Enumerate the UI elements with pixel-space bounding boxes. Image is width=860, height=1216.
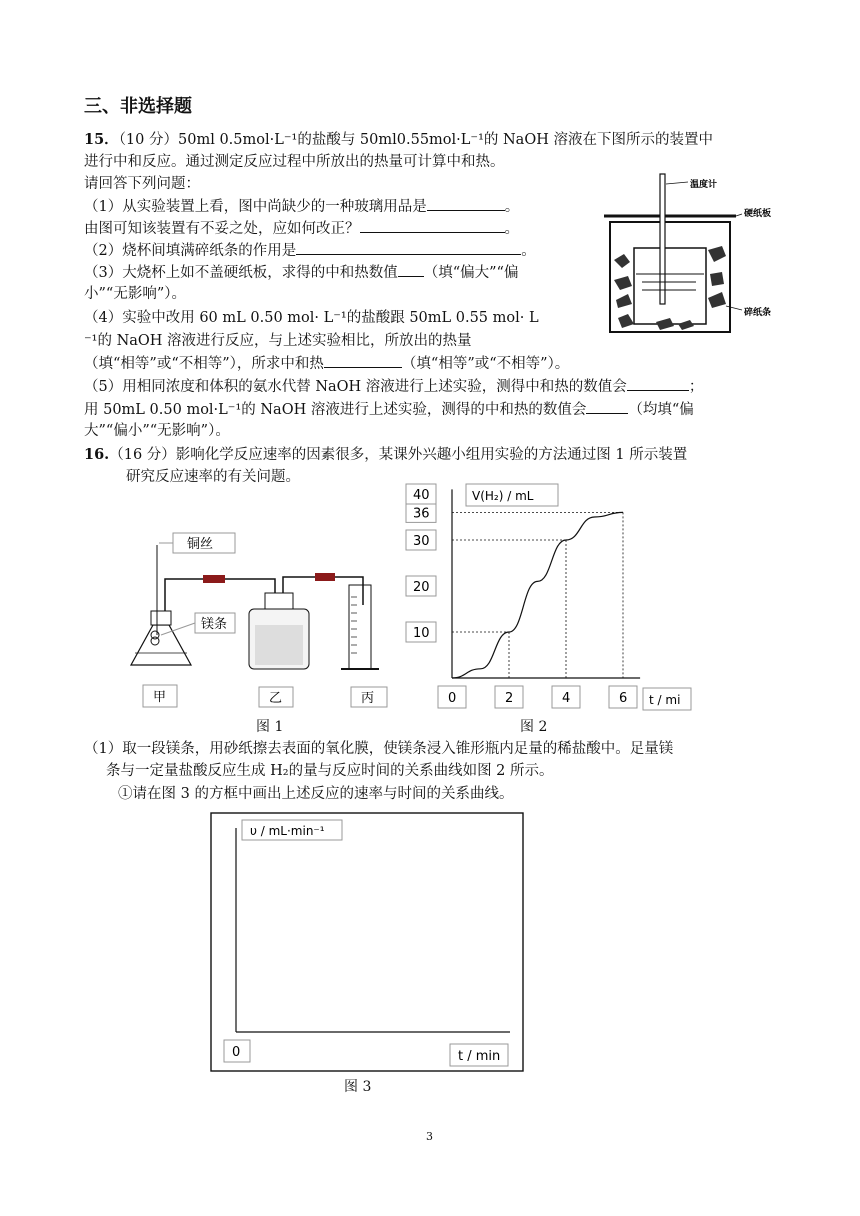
answer-blank[interactable]	[627, 376, 689, 391]
x-tick-label: 6	[619, 691, 628, 706]
figure-1-apparatus	[125, 525, 395, 715]
q15-line-13	[84, 399, 694, 420]
q15-line-11	[84, 353, 569, 374]
bottle-label-yi: 乙	[269, 691, 283, 706]
answer-blank[interactable]	[427, 196, 505, 211]
x-tick-label: 0	[448, 691, 457, 706]
fig3-ylabel: υ / mL·min⁻¹	[250, 824, 325, 838]
q15-text-12a: （5）用相同浓度和体积的氨水代替 NaOH 溶液进行上述实验，测得中和热的数值会	[84, 379, 627, 395]
answer-blank[interactable]	[398, 262, 424, 277]
q15-line-10: ⁻¹的 NaOH 溶液进行反应，与上述实验相比，所放出的热量	[84, 333, 472, 349]
page-number: 3	[426, 1130, 433, 1143]
flask-label-jia: 甲	[153, 690, 167, 705]
q15-text-6a: （2）烧杯间填满碎纸条的作用是	[84, 243, 297, 259]
q15-text-1: （10 分）50ml 0.5mol·L⁻¹的盐酸与 50ml0.55mol·L⁻¹的 NaOH 溶液在下图所示的装置中	[118, 132, 713, 148]
q15-line-9: （4）实验中改用 60 mL 0.50 mol· L⁻¹的盐酸跟 50mL 0.55 mol· L	[84, 310, 539, 326]
figure-1-caption: 图 1	[256, 719, 284, 735]
q15-line-14: 大”“偏小”“无影响”）。	[84, 423, 230, 439]
thermometer-label: 温度计	[690, 180, 718, 190]
y-tick-label: 30	[413, 534, 430, 549]
q16-p3: ①请在图 3 的方框中画出上述反应的速率与时间的关系曲线。	[118, 786, 514, 802]
q15-line-6	[84, 240, 536, 261]
y-tick-label: 10	[413, 626, 430, 641]
rubber-clamp	[203, 575, 225, 583]
answer-blank[interactable]	[360, 218, 505, 233]
y-tick-label: 20	[413, 580, 430, 595]
q16-p2: 条与一定量盐酸反应生成 H₂的量与反应时间的关系曲线如图 2 所示。	[106, 763, 554, 779]
cylinder-label-bing: 丙	[361, 691, 375, 706]
q15-text-13a: 用 50mL 0.50 mol·L⁻¹的 NaOH 溶液进行上述实验，测得的中和热的数值会	[84, 402, 587, 418]
y-axis-label: V(H₂) / mL	[472, 489, 534, 503]
q15-text-7a: （3）大烧杯上如不盖硬纸板，求得的中和热数值	[84, 265, 398, 281]
q15-text-13b: （均填“偏	[628, 402, 694, 418]
mg-label: 镁条	[201, 617, 228, 632]
q16-number: 16.	[84, 446, 110, 463]
q15-text-7b: （填“偏大”“偏	[423, 265, 519, 281]
q15-text-5a: 由图可知该装置有不妥之处，应如何改正？	[84, 221, 360, 237]
inner-beaker	[634, 248, 706, 324]
q15-line-3: 请回答下列问题：	[84, 176, 200, 192]
measuring-cylinder	[349, 585, 371, 669]
q15-text-6b: 。	[521, 243, 536, 259]
thermometer	[660, 174, 665, 304]
q16-text-1: （16 分）影响化学反应速率的因素很多，某课外兴趣小组用实验的方法通过图 1 所示装置	[109, 447, 688, 463]
calorimeter-figure	[596, 170, 796, 340]
y-tick-label: 40	[413, 488, 430, 503]
y-tick-label: 36	[413, 506, 430, 522]
q15-number: 15．	[84, 131, 119, 148]
volume-curve	[452, 512, 623, 678]
x-tick-label: 2	[505, 691, 514, 706]
q16-line-1	[84, 445, 687, 465]
q16-line-2: 研究反应速率的有关问题。	[126, 469, 300, 485]
copper-label: 铜丝	[187, 537, 214, 552]
figure-2-caption: 图 2	[520, 719, 548, 735]
answer-blank[interactable]	[586, 399, 628, 414]
q15-text-5b: 。	[504, 221, 519, 237]
paper-strips	[614, 246, 726, 330]
q15-text-12b: ；	[688, 379, 704, 395]
bottle-stopper	[265, 593, 293, 609]
q15-text-4a: （1）从实验装置上看，图中尚缺少的一种玻璃用品是	[84, 199, 427, 215]
q16-p1: （1）取一段镁条，用砂纸擦去表面的氧化膜，使镁条浸入锥形瓶内足量的稀盐酸中。足量镁	[84, 741, 674, 757]
figure-3-caption: 图 3	[344, 1079, 372, 1095]
fig3-origin: 0	[232, 1045, 241, 1060]
x-axis-label: t / mi	[649, 693, 681, 707]
q15-text-4b: 。	[504, 199, 520, 215]
section-title: 三、非选择题	[84, 96, 192, 117]
conical-flask	[131, 625, 191, 665]
paper-label: 碎纸条	[744, 308, 772, 318]
q15-line-4	[84, 196, 519, 217]
q15-line-5	[84, 218, 519, 239]
figure-3-frame[interactable]	[210, 812, 525, 1074]
answer-blank[interactable]	[324, 353, 402, 368]
q15-line-8: 小”“无影响”）。	[84, 286, 186, 302]
q15-text-11a: （填“相等”或“不相等”），所求中和热	[84, 356, 324, 372]
answer-blank[interactable]	[296, 240, 521, 255]
rubber-clamp	[315, 573, 335, 581]
q15-text-11b: （填“相等”或“不相等”）。	[401, 356, 570, 372]
fig3-xlabel: t / min	[458, 1049, 501, 1064]
x-tick-label: 4	[562, 691, 571, 706]
q15-line-2: 进行中和反应。通过测定反应过程中所放出的热量可计算中和热。	[84, 154, 505, 170]
q15-line-1	[84, 130, 713, 150]
q15-line-12	[84, 376, 703, 397]
cardboard-label: 硬纸板	[744, 209, 772, 219]
q15-line-7	[84, 262, 518, 283]
flask-stopper	[151, 611, 171, 625]
figure-2-chart	[400, 482, 720, 712]
